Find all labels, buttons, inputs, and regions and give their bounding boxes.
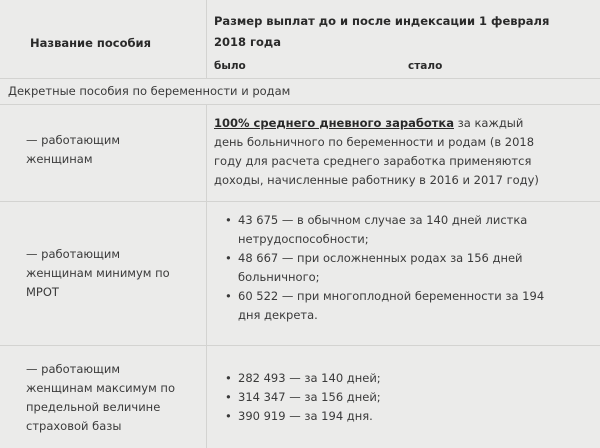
bullet-list bbox=[222, 211, 544, 325]
list-item: • 43 675 — в обычном случае за 140 дней листка нетрудоспособности; bbox=[225, 213, 528, 246]
row-name-line: женщинам максимум по bbox=[26, 381, 175, 395]
bullet-icon: • bbox=[225, 289, 232, 303]
bullet-icon: • bbox=[225, 409, 232, 423]
row-description-line: день больничного по беременности и родам (в 2018 bbox=[214, 135, 535, 149]
list-item: • 390 919 — за 194 дня. bbox=[222, 407, 381, 426]
row-divider bbox=[0, 201, 600, 202]
column-header-name: Название пособия bbox=[30, 36, 151, 50]
list-item: • 314 347 — за 156 дней; bbox=[222, 388, 381, 407]
row-name-line: — работающим bbox=[26, 133, 121, 147]
subheader-after: стало bbox=[408, 60, 443, 72]
list-item: • 60 522 — при многоплодной беременности за 194 дня декрета. bbox=[225, 289, 545, 322]
section-divider bbox=[0, 104, 600, 105]
row-name-line: женщинам bbox=[26, 152, 93, 166]
row-name-line: — работающим bbox=[26, 247, 121, 261]
row-divider bbox=[0, 345, 600, 346]
row-name-line: предельной величине bbox=[26, 400, 161, 414]
row-name-line: — работающим bbox=[26, 362, 121, 376]
bullet-icon: • bbox=[225, 213, 232, 227]
subheader-before: было bbox=[214, 60, 246, 72]
list-item: • 48 667 — при осложненных родах за 156 дней больничного; bbox=[225, 251, 523, 284]
bullet-list bbox=[222, 369, 381, 426]
row-description-line: доходы, начисленные работнику в 2016 и 2017 году) bbox=[214, 173, 539, 187]
section-title: Декретные пособия по беременности и родам bbox=[8, 84, 291, 98]
column-header-amount: Размер выплат до и после индексации 1 февраля bbox=[214, 14, 550, 28]
highlight-text: 100% среднего дневного заработка bbox=[214, 116, 454, 130]
row-name-line: МРОТ bbox=[26, 285, 59, 299]
row-description-line: году для расчета среднего заработка применяются bbox=[214, 154, 532, 168]
row-name-line: женщинам минимум по bbox=[26, 266, 170, 280]
bullet-icon: • bbox=[225, 251, 232, 265]
highlight-tail: за каждый bbox=[454, 116, 524, 130]
row-description-line bbox=[214, 114, 523, 133]
column-divider bbox=[206, 104, 207, 448]
bullet-icon: • bbox=[225, 390, 232, 404]
list-item: • 282 493 — за 140 дней; bbox=[222, 369, 381, 388]
column-divider bbox=[206, 0, 207, 78]
header-divider bbox=[0, 78, 600, 79]
row-name-line: страховой базы bbox=[26, 419, 122, 433]
bullet-icon: • bbox=[225, 371, 232, 385]
column-header-amount-year: 2018 года bbox=[214, 35, 281, 49]
